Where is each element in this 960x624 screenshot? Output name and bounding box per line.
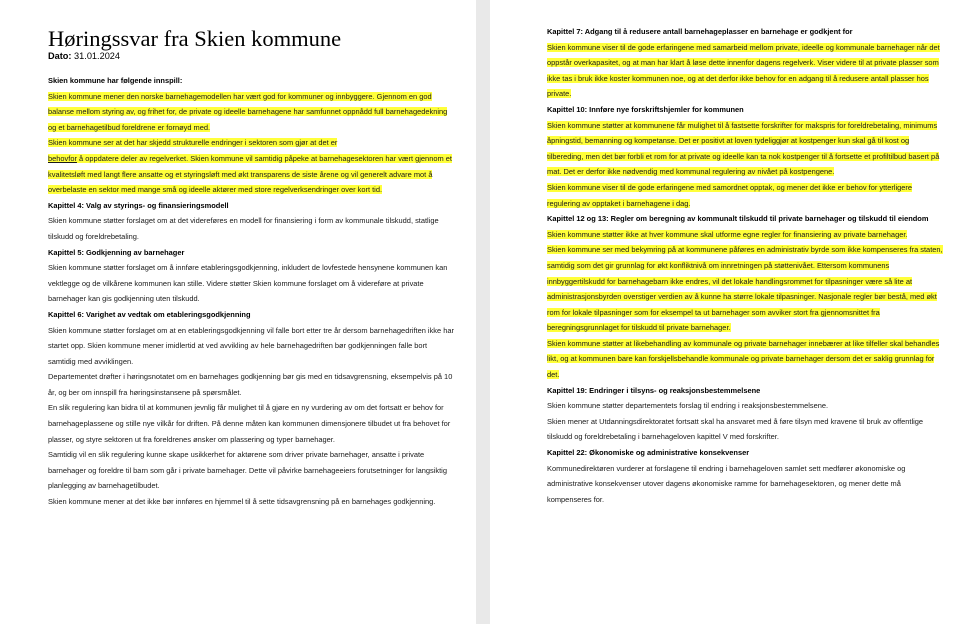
highlighted-text-b: å oppdatere deler av regelverket. Skien kommune vil samtidig påpeke at barnehagesektoren har vært gjennom et kvalitetsløft med langt flere ansatte og et styringsløft med økt transparens de siste årene og vil generelt advare mot å overbelaste en sektor med mange små og ideelle aktører med store regelverksendringer over kort tid. xyxy=(48,153,452,195)
chapter-5-heading: Kapittel 5: Godkjenning av barnehager xyxy=(48,247,185,257)
chapter-6-paragraph-5: Skien kommune mener at det ikke bør innføres en hjemmel til å sette tidsavgrensning på en barnehages godkjenning. xyxy=(48,497,436,507)
chapter-10-paragraph-1 xyxy=(547,118,946,180)
chapter-6-paragraph-4: Samtidig vil en slik regulering kunne skape usikkerhet for aktørene som driver private barnehager, ansatte i private barnehager og foreldre til barn som går i private barnehager. Dette vil påvirke barnehageeiers forutsetninger for langsiktig planlegging av barnehagetilbudet. xyxy=(48,450,447,491)
date-line xyxy=(48,50,456,63)
underlined-text: behovfor xyxy=(48,153,77,163)
chapter-5-paragraph: Skien kommune støtter forslaget om å innføre etableringsgodkjenning, inkludert de lovfestede hensynene kommunen kan vektlegge og de vilkårene kommunen kan stille. Videre støtter Skien kommune forslaget om å videreføre at private barnehager kan gis godkjenning uten tilskudd. xyxy=(48,263,448,304)
chapter-6-paragraph-3: En slik regulering kan bidra til at kommunen jevnlig får mulighet til å gjøre en ny vurdering av om det fortsatt er behov for barnehageplassene og stille nye vilkår for driften. På denne måten kan kommunen dimensjonere tilbudet ut fra behovet for plasser, og styre sektoren ut fra foreldrenes ønsker om plassering og typer barnehager. xyxy=(48,403,451,444)
chapter-10-paragraph-2 xyxy=(547,180,946,211)
chapter-22-heading: Kapittel 22: Økonomiske og administrative konsekvenser xyxy=(547,448,750,458)
highlighted-text: Skien kommune mener den norske barnehagemodellen har vært god for kommuner og innbyggere. Gjennom en god balanse mellom styring av, og frihet for, de private og ideelle barnehagene har samfunnet oppnådd full barnehagedekning og et barnehagetilbud foreldrene er fornøyd med. xyxy=(48,91,448,132)
highlighted-text: Skien kommune ser med bekymring på at kommunene påføres en administrativ byrde som ikke kompenseres fra staten, samtidig som det gir grunnlag for økt konfliktnivå om innretningen på støttenivået. Ettersom kommunens innbyggertilskudd for barnehagebarn ikke endres, vil det lokale handlingsrommet for tilpasninger være så lite at administrasjonsbyrden overstiger verdien av å kunne ha større lokale tilpasninger. Nasjonale regler bør bestå, med økt rom for lokale tilpasninger som for eksempel ta ut barnehager som avviker stort fra gjennomsnittet fra beregningsgrunnlaget for tilskudd til private barnehager. xyxy=(547,245,943,333)
highlighted-text: Skien kommune støtter at kommunene får mulighet til å fastsette forskrifter for makspris for foreldrebetaling, minimums åpningstid, bemanning og kompetanse. Det er positivt at loven tydeliggjør at kostpenger kun skal gå til kost og tilbereding, men det bør forbli et rom for at private og ideelle kan ta nok kostpenger til å fortsette et profiltilbud basert på mat. Det er derfor ikke nødvendig med kommunal regulering av nivået på kostpengene. xyxy=(547,120,940,177)
intro-paragraph-2 xyxy=(48,135,456,197)
chapter-6-paragraph-1: Skien kommune støtter forslaget om at en etableringsgodkjenning vil falle bort etter tre år dersom barnehagedriften ikke har startet opp. Skien kommune mener imidlertid at ved avvikling av hele barnehagedriften bør godkjenningen falle bort samtidig med avviklingen. xyxy=(48,325,454,366)
date-value: 31.01.2024 xyxy=(74,51,121,61)
chapter-4-heading: Kapittel 4: Valg av styrings- og finansieringsmodell xyxy=(48,200,229,210)
intro-paragraph-1 xyxy=(48,89,456,136)
chapter-7-heading: Kapittel 7: Adgang til å redusere antall barnehageplasser en barnehage er godkjent for xyxy=(547,27,853,36)
chapter-4-paragraph: Skien kommune støtter forslaget om at det videreføres en modell for finansiering i form av kommunale tilskudd, statlige tilskudd og foreldrebetaling. xyxy=(48,216,439,241)
chapter-12-paragraph-3 xyxy=(547,336,946,383)
chapter-10-heading: Kapittel 10: Innføre nye forskriftshjemler for kommunen xyxy=(547,104,744,114)
document-title: Høringssvar fra Skien kommune xyxy=(48,26,342,51)
highlighted-text: Skien kommune støtter at likebehandling av kommunale og private barnehager innebærer at like tilfeller skal behandles likt, og at kommunen bare kan forskjellsbehandle kommunale og private barnehager dersom det er saklig grunnlag for det. xyxy=(547,338,940,380)
chapter-22-paragraph: Kommunedirektøren vurderer at forslagene til endring i barnehageloven samlet sett medfører økonomiske og administrative konsekvenser utover dagens økonomiske ramme for barnehagesektoren, og mener dette må kompenseres for. xyxy=(547,463,906,504)
chapter-12-13-heading: Kapittel 12 og 13: Regler om beregning av kommunalt tilskudd til private barnehager og tilskudd til eiendom xyxy=(547,214,929,224)
chapter-6-paragraph-2: Departementet drøfter i høringsnotatet om en barnehages godkjenning bør gis med en tidsavgrensning, eksempelvis på 10 år, og ber om innspill fra høringsinstansene på spørsmålet. xyxy=(48,372,453,397)
highlighted-text: Skien kommune støtter ikke at hver kommune skal utforme egne regler for finansiering av private barnehager. xyxy=(547,229,908,239)
highlighted-text: Skien kommune viser til de gode erfaringene med samarbeid mellom private, ideelle og kommunale barnehager når det oppstår overkapasitet, og at man har klart å løse dette innenfor dagens regelverk. Viser videre til at private plasser som ikke tas i bruk ikke koster kommunen noe, og at det derfor ikke behov for en adgang til å redusere antall plasser hos private. xyxy=(547,42,940,99)
chapter-19-heading: Kapittel 19: Endringer i tilsyns- og reaksjonsbestemmelsene xyxy=(547,385,761,395)
chapter-19-paragraph-1: Skien kommune støtter departementets forslag til endring i reaksjonsbestemmelsene. xyxy=(547,401,829,411)
highlighted-text: Skien kommune viser til de gode erfaringene med samordnet opptak, og mener det ikke er behov for ytterligere regulering av opptaket i barnehagene i dag. xyxy=(547,182,913,208)
chapter-7-paragraph xyxy=(547,40,946,102)
chapter-12-paragraph-1 xyxy=(547,227,946,243)
document-page-right xyxy=(490,0,960,624)
chapter-6-heading: Kapittel 6: Varighet av vedtak om etableringsgodkjenning xyxy=(48,309,251,319)
chapter-19-paragraph-2: Skien mener at Utdanningsdirektoratet fortsatt skal ha ansvaret med å føre tilsyn med kravene til bruk av offentlige tilskudd og foreldrebetaling i barnehageloven kapittel V med forskrifter. xyxy=(547,416,924,442)
date-label: Dato: xyxy=(48,51,72,61)
document-page-left xyxy=(0,0,476,624)
chapter-12-paragraph-2 xyxy=(547,242,946,336)
intro-heading: Skien kommune har følgende innspill: xyxy=(48,76,183,85)
highlighted-text-a: Skien kommune ser at det har skjedd strukturelle endringer i sektoren som gjør at det er xyxy=(48,138,338,148)
